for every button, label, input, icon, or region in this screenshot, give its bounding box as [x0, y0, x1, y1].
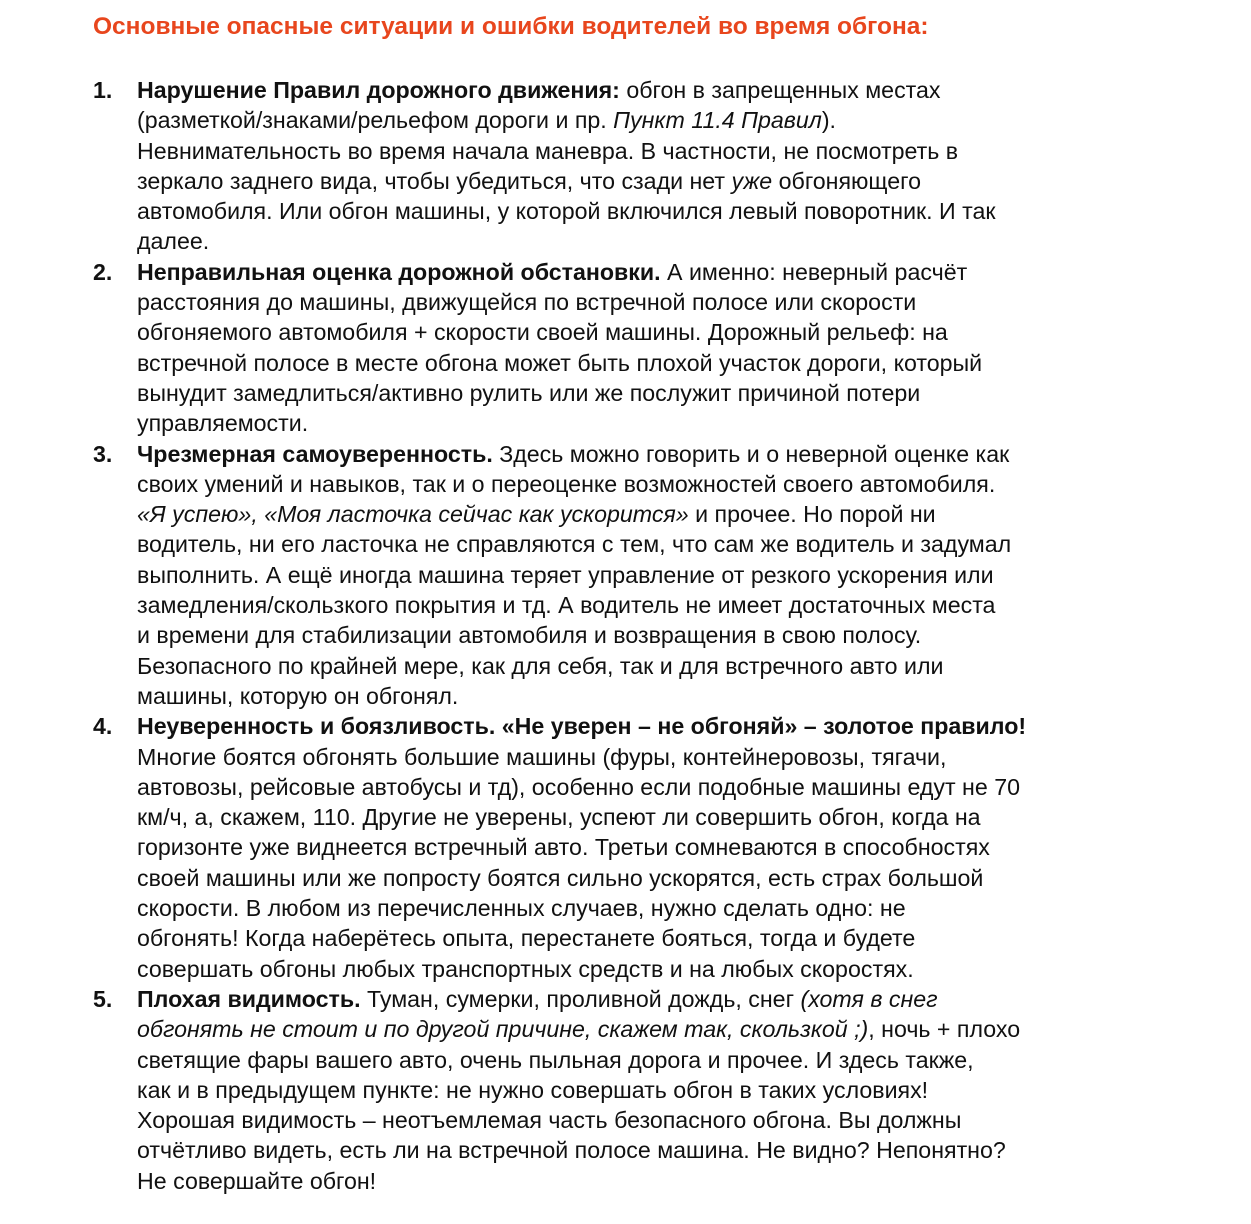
text-line [137, 681, 1155, 711]
text-line [137, 742, 1155, 772]
body-text: скорости. В любом из перечисленных случаев, нужно сделать одно: не [137, 895, 906, 922]
item-number: 1. [93, 77, 113, 103]
text-line [137, 1075, 1155, 1105]
body-text: , ночь + плохо [868, 1016, 1021, 1043]
body-text: встречной полосе в месте обгона может быть плохой участок дороги, который [137, 349, 983, 376]
body-text: расстояния до машины, движущейся по встречной полосе или скорости [137, 289, 917, 316]
italic-text: обгонять не стоит и по другой причине, скажем так, скользкой ;) [137, 1016, 869, 1043]
body-text: Хорошая видимость – неотъемлемая часть безопасного обгона. Вы должны [137, 1107, 962, 1134]
body-text: совершать обгоны любых транспортных средств и на любых скоростях. [137, 955, 914, 982]
text-line [137, 590, 1155, 620]
italic-text: Пункт 11.4 Правил [613, 107, 822, 134]
text-line [137, 1045, 1155, 1075]
body-text: светящие фары вашего авто, очень пыльная дорога и прочее. И здесь также, [137, 1046, 974, 1073]
list-item-4 [93, 711, 1155, 984]
text-line [137, 954, 1155, 984]
body-text: автовозы, рейсовые автобусы и тд), особенно если подобные машины едут не 70 [137, 773, 1020, 800]
body-text: горизонте уже виднеется встречный авто. Третьи сомневаются в способностях [137, 834, 990, 861]
text-line [137, 1105, 1155, 1135]
text-line [137, 772, 1155, 802]
item-heading: Неправильная оценка дорожной обстановки. [137, 258, 661, 285]
body-text: замедления/скользкого покрытия и тд. А водитель не имеет достаточных места [137, 592, 996, 619]
body-text: и времени для стабилизации автомобиля и возвращения в свою полосу. [137, 622, 922, 649]
text-line [137, 75, 1155, 105]
text-line [137, 620, 1155, 650]
list-item-2 [93, 257, 1155, 439]
body-text: Многие боятся обгонять большие машины (фуры, контейнеровозы, тягачи, [137, 743, 947, 770]
text-line [137, 832, 1155, 862]
body-text: обгоняющего [772, 167, 921, 194]
text-line [137, 1135, 1155, 1165]
text-line [137, 923, 1155, 953]
body-text: выполнить. А ещё иногда машина теряет управление от резкого ускорения или [137, 561, 994, 588]
body-text: как и в предыдущем пункте: не нужно совершать обгон в таких условиях! [137, 1076, 929, 1103]
italic-text: уже [731, 167, 773, 194]
item-number: 4. [93, 713, 113, 740]
text-line [137, 529, 1155, 559]
list-item-1 [93, 75, 1155, 257]
text-line [137, 257, 1155, 287]
document-title: Основные опасные ситуации и ошибки водителей во время обгона: [93, 13, 929, 40]
italic-text: (хотя в снег [800, 985, 938, 1012]
text-line [137, 196, 1155, 226]
text-line [137, 711, 1155, 741]
body-text: водитель, ни его ласточка не справляются с тем, что сам же водитель и задумал [137, 531, 1012, 558]
item-number: 3. [93, 440, 113, 467]
body-text: далее. [137, 228, 210, 255]
text-line [137, 226, 1155, 256]
text-line [137, 893, 1155, 923]
body-text: управляемости. [137, 410, 309, 437]
body-text: ). [821, 107, 836, 134]
text-line [137, 802, 1155, 832]
text-line [137, 408, 1155, 438]
list-item-5 [93, 984, 1155, 1196]
text-line [137, 136, 1155, 166]
body-text: А именно: неверный расчёт [660, 258, 968, 285]
body-text: Здесь можно говорить и о неверной оценке как [492, 440, 1010, 467]
body-text: своих умений и навыков, так и о переоценке возможностей своего автомобиля. [137, 470, 996, 497]
item-number: 2. [93, 258, 113, 285]
text-line [137, 287, 1155, 317]
body-text: машины, которую он обгонял. [137, 682, 459, 709]
body-text: км/ч, а, скажем, 110. Другие не уверены, успеют ли совершить обгон, когда на [137, 804, 981, 831]
body-text: зеркало заднего вида, чтобы убедиться, что сзади нет [137, 167, 732, 194]
body-text: Туман, сумерки, проливной дождь, снег [360, 985, 801, 1012]
text-line [137, 863, 1155, 893]
text-line [137, 499, 1155, 529]
text-line [137, 1166, 1155, 1196]
text-line [137, 469, 1155, 499]
body-text: Не совершайте обгон! [137, 1167, 377, 1194]
text-line [137, 105, 1155, 135]
text-line [137, 378, 1155, 408]
text-line [137, 439, 1155, 469]
item-heading: Плохая видимость. [137, 985, 361, 1012]
text-line [137, 1014, 1155, 1044]
body-text: обгоняемого автомобиля + скорости своей машины. Дорожный рельеф: на [137, 319, 948, 346]
item-number: 5. [93, 985, 113, 1012]
body-text: и прочее. Но порой ни [688, 501, 936, 528]
text-line [137, 317, 1155, 347]
body-text: автомобиля. Или обгон машины, у которой включился левый поворотник. И так [137, 198, 996, 225]
item-heading: Неуверенность и боязливость. «Не уверен – не обгоняй» – золотое правило! [137, 713, 1027, 740]
body-text: обгонять! Когда наберётесь опыта, перестанете бояться, тогда и будете [137, 925, 916, 952]
body-text: (разметкой/знаками/рельефом дороги и пр. [137, 107, 614, 134]
text-line [137, 984, 1155, 1014]
text-line [137, 348, 1155, 378]
body-text: Безопасного по крайней мере, как для себя, так и для встречного авто или [137, 652, 944, 679]
item-heading: Чрезмерная самоуверенность. [137, 440, 493, 467]
body-text: вынудит замедлиться/активно рулить или же послужит причиной потери [137, 379, 921, 406]
text-line [137, 166, 1155, 196]
item-heading: Нарушение Правил дорожного движения: [137, 77, 620, 103]
body-text: отчётливо видеть, есть ли на встречной полосе машина. Не видно? Непонятно? [137, 1137, 1006, 1164]
mistakes-list [93, 75, 1155, 1196]
italic-text: «Я успею», «Моя ласточка сейчас как ускорится» [137, 501, 689, 528]
text-line [137, 651, 1155, 681]
list-item-3 [93, 439, 1155, 712]
body-text: обгон в запрещенных местах [619, 77, 941, 103]
text-line [137, 560, 1155, 590]
body-text: своей машины или же попросту боятся сильно ускорятся, есть страх большой [137, 864, 984, 891]
body-text: Невнимательность во время начала маневра. В частности, не посмотреть в [137, 137, 959, 164]
